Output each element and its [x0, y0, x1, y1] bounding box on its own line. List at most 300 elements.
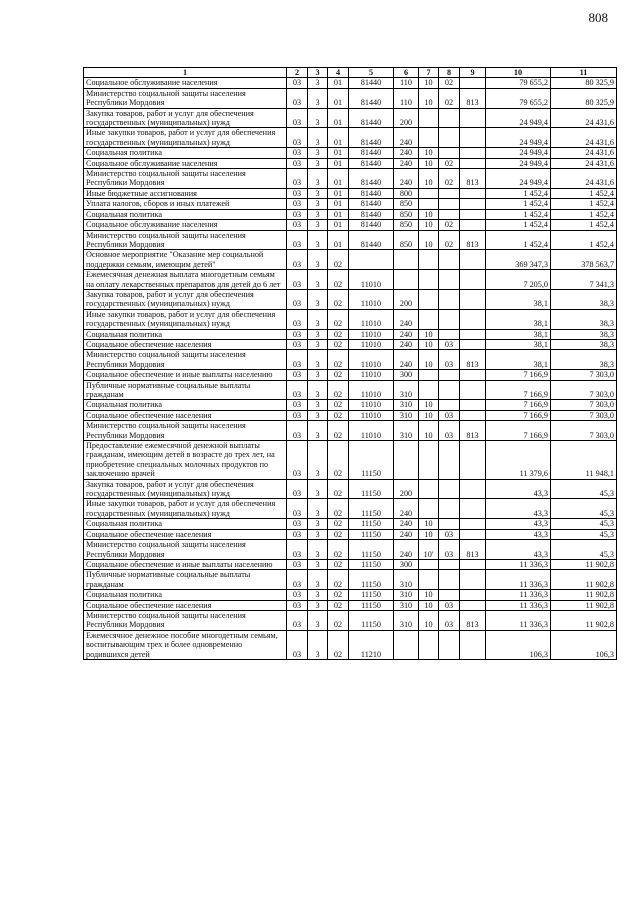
- table-cell: 240: [394, 499, 419, 519]
- table-row: [84, 88, 617, 108]
- table-cell: 03: [287, 250, 308, 270]
- budget-table: [83, 67, 617, 660]
- row-description: Министерство социальной защиты населения Республики Мордовия: [84, 169, 287, 189]
- table-cell: 24 949,4: [486, 148, 551, 158]
- table-cell: 10: [419, 169, 439, 189]
- table-cell: [439, 329, 460, 339]
- table-cell: 11150: [349, 529, 394, 539]
- table-cell: 7 303,0: [551, 421, 617, 441]
- table-cell: 38,1: [486, 350, 551, 370]
- table-cell: 81440: [349, 188, 394, 198]
- table-cell: 11010: [349, 400, 394, 410]
- table-cell: 240: [394, 529, 419, 539]
- table-cell: 03: [287, 540, 308, 560]
- table-cell: 240: [394, 128, 419, 148]
- table-cell: 03: [287, 499, 308, 519]
- table-cell: 03: [287, 289, 308, 309]
- row-description: Социальное обеспечение населения: [84, 600, 287, 610]
- table-cell: 43,3: [486, 529, 551, 539]
- table-cell: 3: [308, 108, 328, 128]
- table-cell: [460, 309, 486, 329]
- table-cell: 03: [287, 410, 308, 420]
- table-cell: 11150: [349, 559, 394, 569]
- table-cell: 240: [394, 350, 419, 370]
- table-cell: 38,3: [551, 339, 617, 349]
- table-cell: 24 431,6: [551, 108, 617, 128]
- table-cell: 03: [287, 230, 308, 250]
- table-cell: 81440: [349, 169, 394, 189]
- table-row: [84, 540, 617, 560]
- table-cell: 02: [328, 559, 349, 569]
- table-cell: 03: [439, 410, 460, 420]
- column-header: 8: [439, 68, 460, 78]
- table-cell: 24 431,6: [551, 169, 617, 189]
- row-description: Основное мероприятие "Оказание мер социальной поддержки семьям, имеющим детей": [84, 250, 287, 270]
- table-cell: 7 303,0: [551, 370, 617, 380]
- row-description: Социальное обслуживание населения: [84, 158, 287, 168]
- table-cell: 1 452,4: [486, 220, 551, 230]
- table-row: [84, 570, 617, 590]
- table-cell: 3: [308, 570, 328, 590]
- table-cell: 03: [287, 400, 308, 410]
- table-cell: [460, 339, 486, 349]
- table-cell: 02: [439, 88, 460, 108]
- table-cell: 7 166,9: [486, 370, 551, 380]
- table-cell: 11010: [349, 410, 394, 420]
- table-cell: 24 949,4: [486, 128, 551, 148]
- table-cell: 10: [419, 610, 439, 630]
- table-cell: 106,3: [486, 630, 551, 659]
- column-header: 6: [394, 68, 419, 78]
- table-cell: 106,3: [551, 630, 617, 659]
- row-description: Социальное обслуживание населения: [84, 78, 287, 88]
- table-row: [84, 108, 617, 128]
- table-cell: 11010: [349, 350, 394, 370]
- table-cell: 45,3: [551, 540, 617, 560]
- table-cell: 200: [394, 479, 419, 499]
- table-cell: 02: [328, 339, 349, 349]
- table-cell: 3: [308, 78, 328, 88]
- table-cell: 7 303,0: [551, 410, 617, 420]
- table-cell: 11 379,6: [486, 441, 551, 480]
- table-cell: [439, 289, 460, 309]
- column-header: 11: [551, 68, 617, 78]
- table-cell: 03: [287, 329, 308, 339]
- row-description: Социальное обеспечение и иные выплаты населению: [84, 370, 287, 380]
- table-cell: [419, 108, 439, 128]
- table-cell: 02: [328, 400, 349, 410]
- table-cell: 02: [328, 410, 349, 420]
- row-description: Ежемесячное денежное пособие многодетным семьям, воспитывающим трех и более одновременно родившихся детей: [84, 630, 287, 659]
- table-cell: 43,3: [486, 499, 551, 519]
- table-cell: [460, 519, 486, 529]
- table-cell: 02: [328, 570, 349, 590]
- table-cell: 7 166,9: [486, 421, 551, 441]
- table-cell: 43,3: [486, 519, 551, 529]
- table-cell: 11 336,3: [486, 610, 551, 630]
- table-row: [84, 169, 617, 189]
- table-cell: 81440: [349, 78, 394, 88]
- table-cell: 81440: [349, 199, 394, 209]
- table-row: [84, 600, 617, 610]
- row-description: Иные бюджетные ассигнования: [84, 188, 287, 198]
- table-cell: 3: [308, 289, 328, 309]
- table-cell: 24 949,4: [486, 158, 551, 168]
- table-cell: 79 655,2: [486, 88, 551, 108]
- table-cell: [439, 309, 460, 329]
- table-cell: 240: [394, 148, 419, 158]
- table-cell: 110: [394, 88, 419, 108]
- table-cell: 1 452,4: [486, 188, 551, 198]
- table-cell: 02: [328, 600, 349, 610]
- table-cell: 3: [308, 88, 328, 108]
- table-cell: 300: [394, 559, 419, 569]
- table-cell: 850: [394, 230, 419, 250]
- row-description: Социальная политика: [84, 209, 287, 219]
- table-cell: 813: [460, 169, 486, 189]
- table-cell: 81440: [349, 158, 394, 168]
- table-cell: 03: [439, 600, 460, 610]
- table-cell: [394, 630, 419, 659]
- table-cell: 81440: [349, 230, 394, 250]
- table-cell: [419, 559, 439, 569]
- table-cell: 240: [394, 169, 419, 189]
- table-cell: [394, 441, 419, 480]
- table-cell: [439, 108, 460, 128]
- table-cell: [460, 529, 486, 539]
- table-cell: 1 452,4: [551, 209, 617, 219]
- table-cell: 240: [394, 540, 419, 560]
- table-row: [84, 590, 617, 600]
- table-cell: [460, 289, 486, 309]
- table-cell: 1 452,4: [551, 220, 617, 230]
- table-cell: 02: [328, 370, 349, 380]
- table-cell: 3: [308, 199, 328, 209]
- table-row: [84, 230, 617, 250]
- table-cell: 01: [328, 188, 349, 198]
- table-cell: 03: [287, 479, 308, 499]
- table-cell: 11 336,3: [486, 600, 551, 610]
- table-cell: [460, 479, 486, 499]
- table-cell: 813: [460, 88, 486, 108]
- table-cell: 1 452,4: [551, 199, 617, 209]
- table-row: [84, 410, 617, 420]
- table-cell: [439, 570, 460, 590]
- table-row: [84, 519, 617, 529]
- table-cell: 1 452,4: [551, 188, 617, 198]
- table-cell: [460, 250, 486, 270]
- table-cell: 45,3: [551, 529, 617, 539]
- table-cell: 369 347,3: [486, 250, 551, 270]
- table-cell: 240: [394, 158, 419, 168]
- table-row: [84, 309, 617, 329]
- table-cell: [460, 410, 486, 420]
- table-cell: [460, 220, 486, 230]
- table-row: [84, 630, 617, 659]
- table-cell: 3: [308, 380, 328, 400]
- table-cell: 03: [287, 88, 308, 108]
- table-cell: 80 325,9: [551, 78, 617, 88]
- table-cell: [439, 559, 460, 569]
- table-cell: [419, 479, 439, 499]
- table-cell: 10: [419, 209, 439, 219]
- table-row: [84, 610, 617, 630]
- table-cell: 03: [287, 610, 308, 630]
- table-row: [84, 158, 617, 168]
- page-number: 808: [588, 10, 608, 25]
- table-cell: 11010: [349, 421, 394, 441]
- table-cell: 3: [308, 590, 328, 600]
- table-row: [84, 250, 617, 270]
- table-cell: 3: [308, 350, 328, 370]
- table-cell: 813: [460, 230, 486, 250]
- table-cell: 3: [308, 309, 328, 329]
- row-description: Социальное обеспечение и иные выплаты населению: [84, 559, 287, 569]
- table-cell: 813: [460, 610, 486, 630]
- row-description: Социальная политика: [84, 329, 287, 339]
- table-cell: [419, 199, 439, 209]
- table-cell: 03: [287, 339, 308, 349]
- row-description: Социальное обеспечение населения: [84, 339, 287, 349]
- table-cell: 03: [287, 108, 308, 128]
- table-cell: 7 205,0: [486, 270, 551, 290]
- table-cell: 24 949,4: [486, 169, 551, 189]
- table-cell: 38,3: [551, 309, 617, 329]
- table-cell: 02: [439, 230, 460, 250]
- table-cell: 7 341,3: [551, 270, 617, 290]
- table-cell: 11010: [349, 329, 394, 339]
- row-description: Социальное обеспечение населения: [84, 410, 287, 420]
- table-cell: 02: [328, 529, 349, 539]
- table-cell: 310: [394, 421, 419, 441]
- table-cell: 3: [308, 540, 328, 560]
- table-cell: [460, 590, 486, 600]
- table-cell: [419, 380, 439, 400]
- table-cell: 03: [287, 128, 308, 148]
- table-cell: [419, 309, 439, 329]
- table-cell: 03: [287, 158, 308, 168]
- table-cell: 813: [460, 350, 486, 370]
- table-cell: [419, 370, 439, 380]
- table-cell: 03: [287, 199, 308, 209]
- table-cell: 11150: [349, 441, 394, 480]
- column-header: 7: [419, 68, 439, 78]
- table-cell: 3: [308, 128, 328, 148]
- table-cell: 11150: [349, 610, 394, 630]
- table-cell: [460, 559, 486, 569]
- table-cell: 11 902,8: [551, 600, 617, 610]
- table-cell: 03: [287, 559, 308, 569]
- table-cell: 10: [419, 410, 439, 420]
- table-row: [84, 329, 617, 339]
- table-cell: 02: [328, 441, 349, 480]
- row-description: Социальная политика: [84, 400, 287, 410]
- table-cell: 03: [287, 380, 308, 400]
- table-row: [84, 270, 617, 290]
- table-cell: 10: [419, 78, 439, 88]
- table-cell: [419, 250, 439, 270]
- table-header-row: [84, 68, 617, 78]
- table-cell: 10: [419, 220, 439, 230]
- row-description: Министерство социальной защиты населения Республики Мордовия: [84, 421, 287, 441]
- table-cell: 01: [328, 230, 349, 250]
- table-cell: 01: [328, 148, 349, 158]
- table-cell: 3: [308, 220, 328, 230]
- column-header: 1: [84, 68, 287, 78]
- table-cell: [460, 630, 486, 659]
- table-cell: 3: [308, 421, 328, 441]
- table-cell: 02: [328, 380, 349, 400]
- table-row: [84, 339, 617, 349]
- table-cell: 1 452,4: [486, 230, 551, 250]
- table-cell: [419, 499, 439, 519]
- table-cell: [460, 158, 486, 168]
- table-cell: 11150: [349, 600, 394, 610]
- table-cell: 3: [308, 410, 328, 420]
- table-cell: 03: [439, 350, 460, 370]
- table-cell: 01: [328, 128, 349, 148]
- table-cell: 38,1: [486, 309, 551, 329]
- table-cell: 240: [394, 309, 419, 329]
- table-cell: 38,1: [486, 329, 551, 339]
- table-cell: 01: [328, 169, 349, 189]
- table-cell: 10: [419, 329, 439, 339]
- table-cell: 38,3: [551, 350, 617, 370]
- table-row: [84, 199, 617, 209]
- table-cell: 01: [328, 88, 349, 108]
- table-cell: 10: [419, 529, 439, 539]
- table-cell: 11 948,1: [551, 441, 617, 480]
- table-cell: 200: [394, 289, 419, 309]
- table-cell: 02: [328, 590, 349, 600]
- table-cell: 24 431,6: [551, 158, 617, 168]
- table-row: [84, 400, 617, 410]
- table-cell: [419, 441, 439, 480]
- table-cell: 850: [394, 220, 419, 230]
- table-cell: [460, 600, 486, 610]
- table-cell: [460, 188, 486, 198]
- table-cell: 03: [287, 421, 308, 441]
- table-cell: 11 902,8: [551, 590, 617, 600]
- table-cell: 3: [308, 250, 328, 270]
- table-cell: 02: [328, 250, 349, 270]
- table-cell: 03: [287, 188, 308, 198]
- table-cell: 1 452,4: [486, 199, 551, 209]
- table-cell: 240: [394, 329, 419, 339]
- table-cell: 03: [287, 590, 308, 600]
- table-cell: 3: [308, 270, 328, 290]
- table-cell: 10: [419, 230, 439, 250]
- table-cell: [439, 199, 460, 209]
- table-cell: [439, 499, 460, 519]
- column-header: 3: [308, 68, 328, 78]
- column-header: 9: [460, 68, 486, 78]
- table-cell: 11150: [349, 570, 394, 590]
- table-cell: 7 166,9: [486, 380, 551, 400]
- table-cell: 7 303,0: [551, 380, 617, 400]
- table-cell: 200: [394, 108, 419, 128]
- table-cell: 03: [287, 309, 308, 329]
- table-cell: 11150: [349, 540, 394, 560]
- table-cell: 3: [308, 148, 328, 158]
- table-cell: 310: [394, 410, 419, 420]
- table-cell: 3: [308, 499, 328, 519]
- table-row: [84, 220, 617, 230]
- table-cell: 02: [328, 630, 349, 659]
- table-cell: 310: [394, 600, 419, 610]
- table-cell: 03: [287, 519, 308, 529]
- table-cell: 03: [287, 209, 308, 219]
- table-cell: 310: [394, 380, 419, 400]
- column-header: 2: [287, 68, 308, 78]
- table-cell: [439, 519, 460, 529]
- table-cell: 02: [328, 540, 349, 560]
- table-cell: 813: [460, 540, 486, 560]
- table-cell: 03: [287, 220, 308, 230]
- table-cell: 11 902,8: [551, 559, 617, 569]
- table-cell: [439, 370, 460, 380]
- table-cell: [460, 199, 486, 209]
- table-row: [84, 148, 617, 158]
- table-cell: [439, 441, 460, 480]
- table-cell: 10: [419, 421, 439, 441]
- table-cell: 11010: [349, 380, 394, 400]
- table-cell: [460, 400, 486, 410]
- table-cell: 11150: [349, 519, 394, 529]
- table-cell: 81440: [349, 220, 394, 230]
- row-description: Министерство социальной защиты населения Республики Мордовия: [84, 610, 287, 630]
- row-description: Социальная политика: [84, 590, 287, 600]
- table-cell: 02: [328, 309, 349, 329]
- table-cell: 378 563,7: [551, 250, 617, 270]
- table-row: [84, 499, 617, 519]
- table-cell: [460, 108, 486, 128]
- table-cell: 24 431,6: [551, 128, 617, 148]
- table-cell: [439, 479, 460, 499]
- table-cell: 3: [308, 559, 328, 569]
- table-cell: 3: [308, 610, 328, 630]
- column-header: 10: [486, 68, 551, 78]
- table-cell: 02: [328, 499, 349, 519]
- table-cell: [439, 590, 460, 600]
- table-cell: 43,3: [486, 540, 551, 560]
- table-cell: 03: [287, 78, 308, 88]
- table-cell: 11010: [349, 370, 394, 380]
- row-description: Министерство социальной защиты населения Республики Мордовия: [84, 230, 287, 250]
- table-cell: 03: [287, 148, 308, 158]
- table-cell: [460, 370, 486, 380]
- table-cell: 11150: [349, 499, 394, 519]
- table-cell: 3: [308, 329, 328, 339]
- table-cell: 38,3: [551, 329, 617, 339]
- table-cell: [460, 499, 486, 519]
- table-cell: 3: [308, 169, 328, 189]
- table-cell: 81440: [349, 209, 394, 219]
- table-row: [84, 441, 617, 480]
- table-cell: 81440: [349, 108, 394, 128]
- table-cell: 11010: [349, 309, 394, 329]
- table-row: [84, 78, 617, 88]
- table-cell: 03: [287, 570, 308, 590]
- table-cell: 7 166,9: [486, 400, 551, 410]
- table-cell: 3: [308, 370, 328, 380]
- column-header: 5: [349, 68, 394, 78]
- table-cell: 02: [328, 479, 349, 499]
- table-cell: [349, 250, 394, 270]
- table-cell: 38,1: [486, 289, 551, 309]
- table-cell: [439, 188, 460, 198]
- table-cell: 01: [328, 199, 349, 209]
